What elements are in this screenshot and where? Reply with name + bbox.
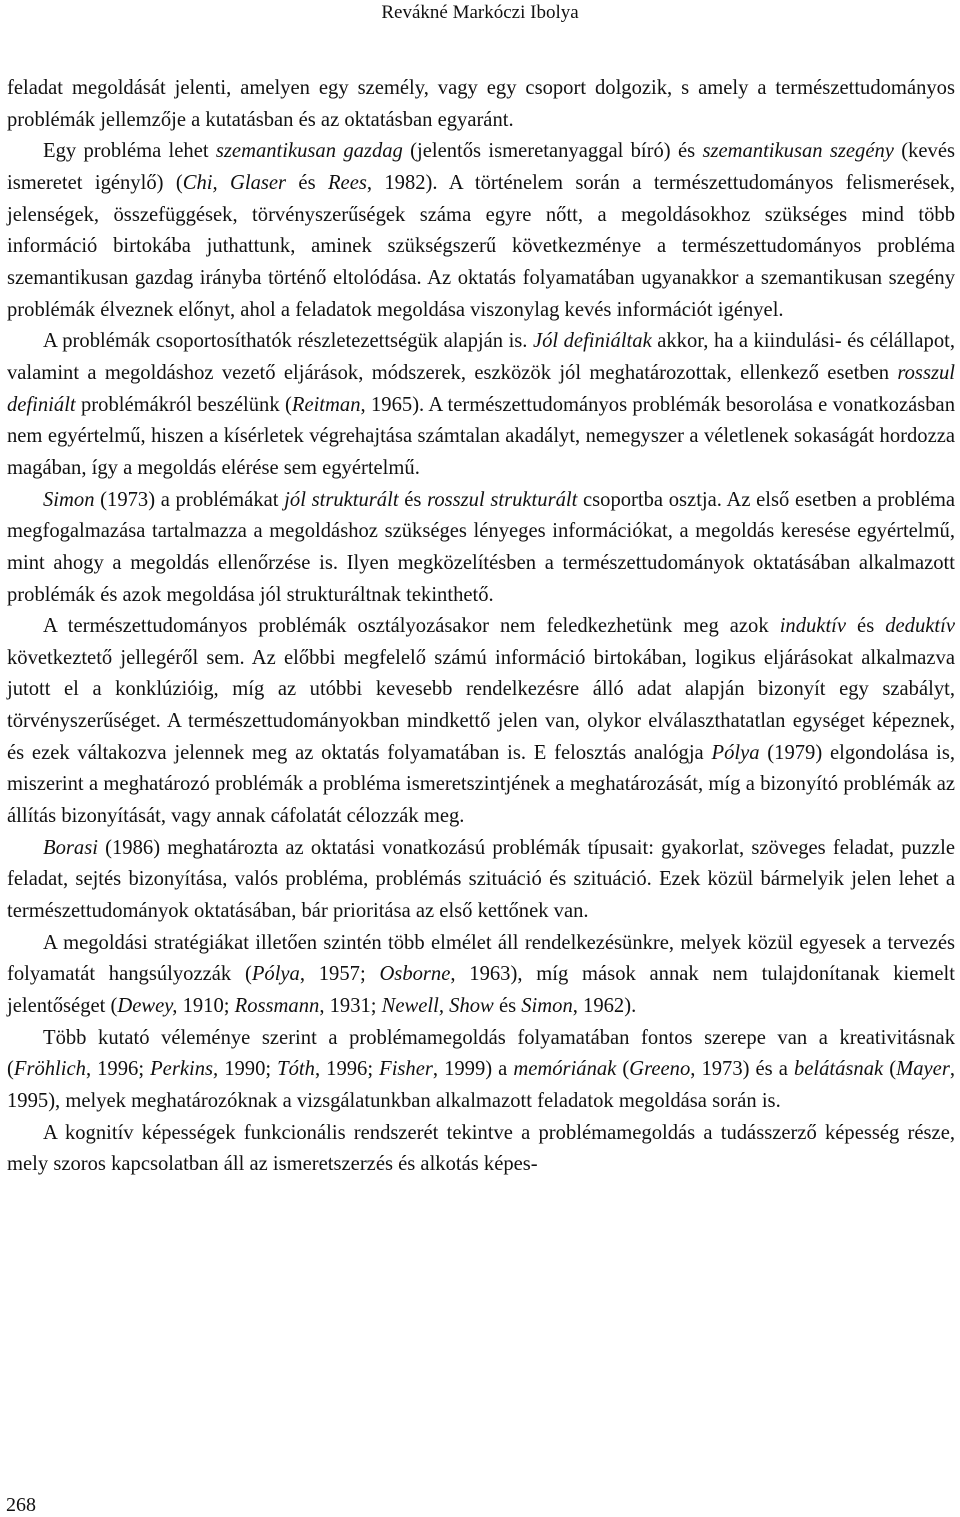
- text-run: (: [616, 1058, 630, 1081]
- text-run: , 1996;: [314, 1058, 380, 1081]
- paragraph: [7, 136, 955, 326]
- italic-run: Jól definiáltak: [532, 330, 652, 353]
- paragraph: [7, 833, 955, 928]
- text-run: akkor, ha a kiindulási- és célállapot, valamint a megoldáshoz vezető eljárások, módszerek, eszközök jól meghatározottak, ellenkező esetben: [7, 330, 955, 384]
- italic-run: Pólya: [711, 741, 760, 764]
- italic-run: Osborne: [379, 963, 451, 986]
- italic-run: Chi, Glaser: [182, 171, 287, 194]
- italic-run: Dewey,: [117, 995, 178, 1018]
- text-run: és: [493, 995, 522, 1018]
- text-run: (jelentős ismeretanyaggal bíró) és: [402, 140, 703, 163]
- text-run: csoportba osztja. Az első esetben a probléma megfogalmazása tartalmazza a megoldáshoz szükséges lényeges információkat, a megoldás keresése egyértelmű, mint ahogy a megoldás ellenőrzése is. Ilyen megközelítésben a természettudományok oktatásában alkalmazott problémák és azok megoldása jól strukturáltnak tekinthető.: [7, 488, 956, 606]
- paragraph: [7, 73, 955, 136]
- text-run: 1910;: [177, 995, 235, 1018]
- italic-run: Fisher: [379, 1058, 433, 1081]
- italic-run: szemantikusan gazdag: [215, 140, 403, 163]
- italic-run: Fröhlich: [13, 1058, 86, 1081]
- paragraph: [7, 326, 955, 484]
- text-run: következtető jellegéről sem. Az előbbi megfelelő számú információ birtokában, logikus eljárásokat alkalmazva jutott el a konklúzióig, míg az utóbbi kevesebb rendelkezésre álló adat alapján bizonyít egy szabályt, törvényszerűséget. A természettudományokban mindkettő jelen van, olykor elválaszthatatlan egységet képeznek, és ezek váltakozva jelennek meg az oktatás folyamatában is. E felosztás analógja: [7, 646, 955, 764]
- text-run: , 1965). A természettudományos problémák besorolása e vonatkozásban nem egyértelmű, hiszen a kísérletek végrehajtása számtalan akadályt, nemegyszer a véletlenek sokaságát hordozza magában, így a megoldás elérése sem egyértelmű.: [7, 393, 955, 479]
- text-run: A problémák csoportosíthatók részletezettségük alapján is.: [43, 330, 533, 353]
- italic-run: Perkins,: [150, 1058, 219, 1081]
- text-run: Egy probléma lehet: [43, 140, 216, 163]
- text-run: , 1973) és a: [690, 1058, 794, 1081]
- italic-run: Reitman: [291, 393, 361, 416]
- text-run: 1990;: [218, 1058, 278, 1081]
- text-run: (1973) a problémákat: [94, 488, 285, 511]
- text-run: Több kutató véleménye szerint a problémamegoldás folyamatában fontos szerepe van a kreativitásnak (: [7, 1026, 955, 1081]
- italic-run: Pólya: [251, 963, 300, 986]
- italic-run: Simon: [43, 488, 95, 511]
- italic-run: Newell, Show: [381, 995, 494, 1018]
- text-run: (1979) elgondolása is, miszerint a meghatározó problémák a probléma ismeretszintjének a meghatározását, míg a bizonyító problémák az állítás bizonyítását, vagy annak cáfolatát célozzák meg.: [7, 741, 955, 828]
- text-run: , 1931;: [319, 995, 382, 1018]
- page-number: 268: [6, 1494, 36, 1516]
- text-run: feladat megoldását jelenti, amelyen egy személy, vagy egy csoport dolgozik, s amely a természettudományos problémák jellemzője a kutatásban és az oktatásban egyaránt.: [7, 77, 955, 131]
- italic-run: Mayer: [896, 1058, 950, 1081]
- text-run: problémákról beszélünk (: [75, 393, 292, 416]
- text-run: és: [286, 171, 328, 194]
- text-run: A kognitív képességek funkcionális rendszerét tekintve a problémamegoldás a tudásszerző képesség része, mely szoros kapcsolatban áll az ismeretszerzés és alkotás képes-: [7, 1121, 955, 1176]
- italic-run: szemantikusan szegény: [702, 140, 894, 163]
- text-run: , 1995), melyek meghatározóknak a vizsgálatunkban alkalmazott feladatok megoldása során is.: [7, 1058, 955, 1112]
- italic-run: Rossmann: [234, 995, 320, 1018]
- italic-run: rosszul definiált: [7, 361, 955, 416]
- paragraph: [7, 611, 955, 833]
- text-run: (1986) meghatározta az oktatási vonatkozású problémák típusait: gyakorlat, szöveges feladat, puzzle feladat, sejtés bizonyítása, valós probléma, problémás szituáció és szituáció. Ezek közül bármelyik jelen lehet a természettudományok oktatásában, bár prioritása az első kettőnek van.: [7, 836, 955, 923]
- text-run: és: [846, 615, 886, 638]
- body-text: [7, 73, 955, 1181]
- text-run: és: [398, 488, 428, 511]
- text-run: , 1963), míg mások annak nem tulajdonítanak kiemelt jelentőséget (: [7, 963, 956, 1018]
- italic-run: deduktív: [885, 615, 956, 638]
- italic-run: jól strukturált: [284, 488, 399, 511]
- italic-run: rosszul strukturált: [427, 488, 578, 511]
- paragraph: [7, 1118, 955, 1181]
- paragraph: [7, 485, 955, 612]
- paragraph: [7, 1023, 955, 1118]
- text-run: A megoldási stratégiákat illetően szintén több elmélet áll rendelkezésünkre, melyek közül egyesek a tervezés folyamatát hangsúlyozzák (: [7, 931, 955, 986]
- text-run: , 1996;: [85, 1058, 151, 1081]
- running-header: Revákné Markóczi Ibolya: [381, 2, 579, 23]
- text-run: (kevés ismeretet igénylő) (: [7, 140, 955, 194]
- italic-run: Borasi: [43, 836, 98, 859]
- text-run: , 1957;: [299, 963, 380, 986]
- text-run: , 1962).: [572, 995, 637, 1018]
- italic-run: induktív: [779, 615, 847, 638]
- text-run: , 1999) a: [432, 1058, 514, 1081]
- italic-run: Rees: [327, 171, 367, 194]
- text-run: (: [883, 1058, 897, 1081]
- paragraph: [7, 928, 955, 1023]
- text-run: , 1982). A történelem során a természettudományos felismerések, jelenségek, összefüggések, törvényszerűségek száma egyre nőtt, a megoldásokhoz szükséges mind több információ birtokába juthattunk, aminek szükségszerű következménye a természettudományos probléma szemantikusan gazdag irányba történő eltolódása. Az oktatás folyamatában ugyanakkor a szemantikusan szegény problémák élveznek előnyt, ahol a feladatok megoldása viszonylag kevés információt igényel.: [7, 171, 955, 321]
- italic-run: memóriának: [513, 1058, 617, 1081]
- italic-run: Tóth: [277, 1058, 315, 1081]
- italic-run: Greeno: [629, 1058, 691, 1081]
- italic-run: Simon: [521, 995, 573, 1018]
- italic-run: belátásnak: [793, 1058, 884, 1081]
- text-run: A természettudományos problémák osztályozásakor nem feledkezhetünk meg azok: [43, 615, 780, 638]
